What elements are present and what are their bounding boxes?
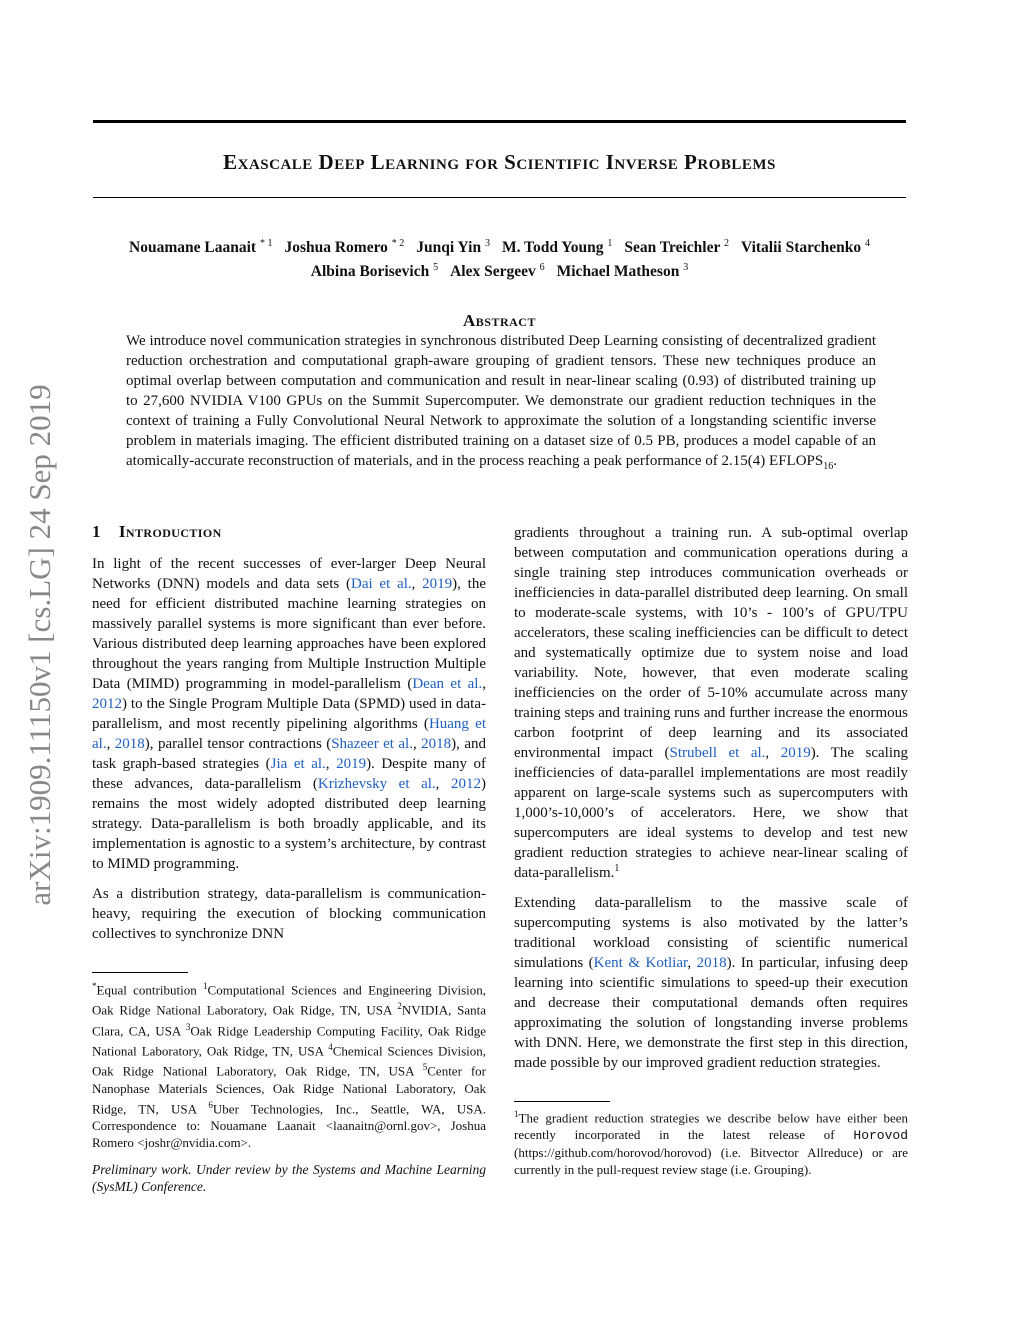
citation-link[interactable]: 2012	[92, 696, 122, 712]
citation-link[interactable]: Huang et al.	[92, 716, 486, 752]
author	[741, 239, 870, 256]
arxiv-stamp: arXiv:1909.11150v1 [cs.LG] 24 Sep 2019	[22, 384, 57, 906]
abstract-end: .	[833, 453, 837, 469]
author-name: Alex Sergeev	[450, 263, 536, 281]
footnote-mark: 1	[514, 1109, 519, 1119]
abstract-heading: Abstract	[463, 311, 536, 330]
citation-link[interactable]: Kent & Kotliar	[593, 955, 688, 971]
footnote-mark: 6	[208, 1099, 213, 1110]
author	[416, 239, 490, 256]
author-name: Nouamane Laanait	[129, 239, 257, 257]
footnote-mark: 2	[397, 1001, 402, 1012]
citation-link[interactable]: 2012	[451, 776, 481, 792]
author-list	[93, 234, 906, 282]
author-line-2	[93, 258, 906, 282]
code-text: Horovod	[853, 1128, 908, 1144]
paper-title: Exascale Deep Learning for Scientific Inverse Problems	[223, 150, 776, 174]
abstract-subscript: 16	[823, 461, 834, 472]
section-number: 1	[92, 522, 101, 541]
right-column	[514, 523, 908, 1083]
citation-link[interactable]: 2019	[780, 745, 811, 761]
citation-link[interactable]: Shazeer et al.	[331, 736, 413, 752]
author	[502, 239, 612, 256]
preliminary-note: Preliminary work. Under review by the Systems and Machine Learning (SysML) Conference.	[92, 1162, 486, 1194]
title-rule-bottom	[93, 197, 906, 198]
author-name: Michael Matheson	[556, 263, 680, 281]
footnote-mark: 4	[328, 1041, 333, 1052]
footnote-mark: 5	[422, 1062, 428, 1073]
footnote-mark: 1	[614, 863, 620, 874]
section-heading	[92, 522, 222, 542]
author-name: M. Todd Young	[501, 239, 604, 257]
author-name: Joshua Romero	[284, 239, 388, 257]
citation-link[interactable]: Dai et al.	[350, 576, 412, 592]
author-name: Junqi Yin	[416, 239, 482, 257]
citation-link[interactable]: 2018	[696, 955, 727, 971]
author	[311, 263, 438, 280]
author-name: Albina Borisevich	[310, 263, 430, 281]
left-column	[92, 554, 486, 954]
citation-link[interactable]: 2018	[114, 736, 145, 752]
author	[284, 239, 404, 256]
horovod-footnote: $^1$The gradient reduction strategies we describe below have either been recently incorporated in the latest release of Horovod (https://github.com/horovod/horovod) (i.e. Bitvector Allreduce) or are currently in the pull-request review stage (i.e. Grouping).	[514, 1109, 908, 1178]
author	[450, 263, 545, 280]
citation-link[interactable]: 2019	[422, 576, 453, 592]
author-name: Sean Treichler	[624, 239, 721, 257]
author-affiliation-mark: 2	[723, 238, 729, 249]
footnote-rule-right	[514, 1101, 610, 1102]
citation-link[interactable]: Dean et al.	[412, 676, 483, 692]
affiliation-footnote: *Equal contribution $^1$Computational Sciences and Engineering Division, Oak Ridge National Laboratory, Oak Ridge, TN, USA $^2$NVIDIA, Santa Clara, CA, USA $^3$Oak Ridge Leadership Computing Facility, Oak Ridge National Laboratory, Oak Ridge, TN, USA $^4$Chemical Sciences Division, Oak Ridge National Laboratory, Oak Ridge, TN, USA $^5$Center for Nanophase Materials Sciences, Oak Ridge National Laboratory, Oak Ridge, TN, USA $^6$Uber Technologies, Inc., Seattle, WA, USA. Correspondence to: Nouamane Laanait <laanaitn@ornl.gov>, Joshua Romero <joshr@nvidia.com>.	[92, 981, 487, 1150]
author-affiliation-mark: 6	[539, 262, 545, 274]
citation-link[interactable]: Strubell et al.	[669, 745, 766, 761]
footnote-mark: *	[92, 981, 97, 991]
author-affiliation-mark: 1	[607, 238, 613, 249]
author-affiliation-mark: * 1	[259, 238, 273, 249]
citation-link[interactable]: 2019	[336, 756, 367, 772]
intro-paragraph-2: As a distribution strategy, data-parallelism is communication-heavy, requiring the execution of blocking communication collectives to synchronize DNN	[92, 886, 486, 942]
section-title: Introduction	[118, 522, 222, 541]
author-affiliation-mark: 3	[683, 262, 689, 274]
footnote-rule-left	[92, 972, 188, 973]
abstract-text: We introduce novel communication strategies in synchronous distributed Deep Learning consisting of decentralized gradient reduction orchestration and computational graph-aware grouping of gradient tensors. These new techniques produce an optimal overlap between computation and communication and result in near-linear scaling (0.93) of distributed training up to 27,600 NVIDIA V100 GPUs on the Summit Supercomputer. We demonstrate our gradient reduction techniques in the context of training a Fully Convolutional Neural Network to approximate the solution of a longstanding scientific inverse problem in materials imaging. The efficient distributed training on a dataset size of 0.5 PB, produces a model capable of an atomically-accurate reconstruction of materials, and in the process reaching a peak performance of 2.15(4) EFLOPS	[126, 333, 876, 469]
author-line-1	[93, 234, 906, 258]
author	[624, 239, 729, 256]
author-name: Vitalii Starchenko	[740, 239, 862, 257]
footnote-mark: 1	[203, 981, 208, 991]
author-affiliation-mark: 4	[864, 238, 870, 249]
citation-link[interactable]: 2018	[421, 736, 452, 752]
title-rule-top	[93, 120, 906, 123]
author-affiliation-mark: * 2	[391, 238, 405, 249]
right-paragraph-2: Extending data-parallelism to the massive scale of supercomputing systems is also motivated by the latter’s traditional workload consisting of scientific numerical simulations (Kent & Kotliar, 2018). In particular, infusing deep learning into scientific simulations to speed-up their execution and decrease their computational demands often requires approximating the solution of longstanding inverse problems with DNN. Here, we demonstrate the first step in this direction, made possible by our improved gradient reduction strategies.	[514, 895, 909, 1071]
author-affiliation-mark: 3	[484, 238, 490, 249]
right-paragraph-1: gradients throughout a training run. A sub-optimal overlap between computation and communication operations during a single training step introduces communication overheads or inefficiencies in data-parallel distributed deep learning. On small to moderate-scale systems, with 10’s - 100’s of GPU/TPU accelerators, these scaling inefficiencies can be difficult to detect and systematically optimize due to system noise and load variability. Note, however, that even moderate scaling inefficiencies on the order of 5-10% accumulate across many training steps and training runs and further increase the enormous carbon footprint of deep learning and its associated environmental impact (Strubell et al., 2019). The scaling inefficiencies of data-parallel implementations are most readily apparent on large-scale systems such as supercomputers with 1,000’s-10,000’s of accelerators. Here, we show that supercomputers are ideal systems to develop and test new gradient reduction strategies to achieve near-linear scaling of data-parallelism.$^1$	[514, 525, 908, 881]
footnote-mark: 3	[185, 1021, 191, 1032]
citation-link[interactable]: Jia et al.	[270, 756, 326, 772]
citation-link[interactable]: Krizhevsky et al.	[317, 776, 436, 792]
author	[129, 239, 272, 256]
abstract-body	[126, 331, 876, 477]
author-affiliation-mark: 5	[433, 262, 439, 274]
intro-paragraph-1: In light of the recent successes of ever-larger Deep Neural Networks (DNN) models and data sets (Dai et al., 2019), the need for efficient distributed machine learning strategies on massively parallel systems is more significant than ever before. Various distributed deep learning approaches have been explored throughout the years ranging from Multiple Instruction Multiple Data (MIMD) programming in model-parallelism (Dean et al., 2012) to the Single Program Multiple Data (SPMD) used in data-parallelism, and most recently pipelining algorithms (Huang et al., 2018), parallel tensor contractions (Shazeer et al., 2018), and task graph-based strategies (Jia et al., 2019). Despite many of these advances, data-parallelism (Krizhevsky et al., 2012) remains the most widely adopted distributed deep learning strategy. Data-parallelism is both broadly applicable, and its implementation is agnostic to a system’s architecture, by contrast to MIMD programming.	[92, 556, 487, 872]
author	[557, 263, 689, 280]
